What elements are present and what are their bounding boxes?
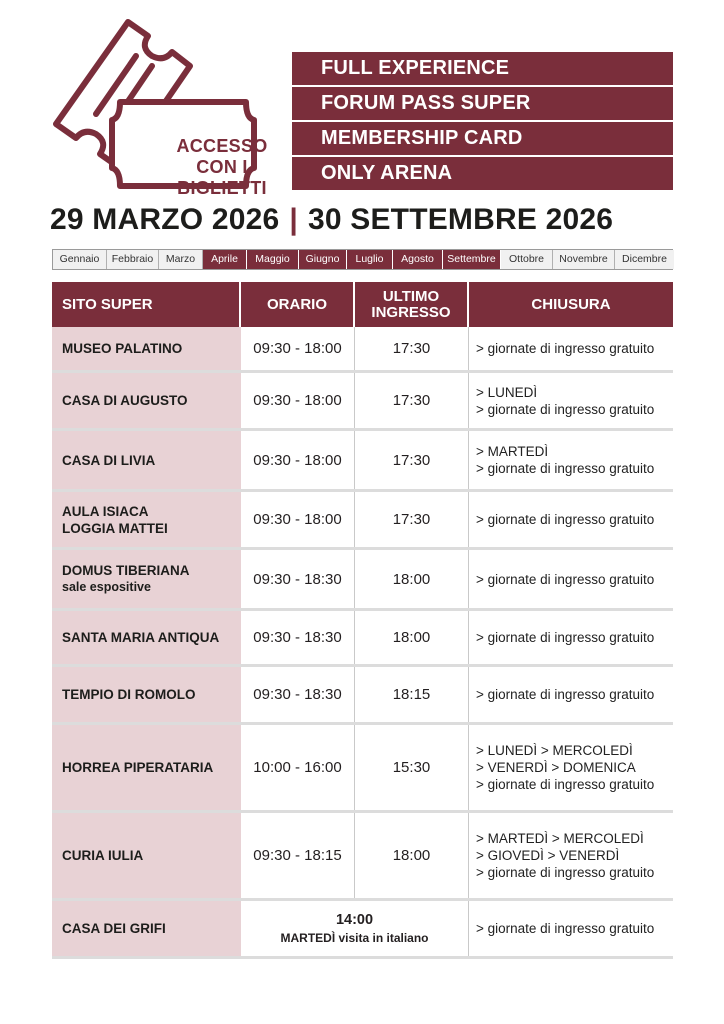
closure-cell (469, 431, 673, 489)
pass-list (292, 52, 673, 192)
date-separator: | (289, 203, 298, 236)
hours-cell (241, 611, 355, 664)
logo-line: BIGLIETTI (177, 178, 267, 198)
site-subtitle: LOGGIA MATTEI (62, 520, 168, 536)
last-entry-cell (355, 327, 469, 370)
closure-line: > giornate di ingresso gratuito (476, 777, 655, 792)
last-entry-cell (355, 550, 469, 608)
opening-hours: 09:30 - 18:30 (253, 629, 342, 646)
closure-line: > GIOVEDÌ > VENERDÌ (476, 848, 620, 863)
site-name: TEMPIO DI ROMOLO (62, 687, 196, 702)
logo-line: CON I (196, 157, 248, 177)
opening-hours: 09:30 - 18:15 (253, 847, 342, 864)
header-last-entry (355, 282, 469, 327)
closure-line: > LUNEDÌ (476, 384, 538, 400)
site-name: HORREA PIPERATARIA (62, 760, 214, 775)
pass-membership-card: MEMBERSHIP CARD (292, 122, 673, 155)
table-row (52, 901, 673, 959)
last-entry-cell (355, 431, 469, 489)
last-entry-cell (355, 611, 469, 664)
table-row (52, 492, 673, 550)
last-entry: 15:30 (392, 759, 431, 776)
last-entry-cell (355, 373, 469, 428)
pass-forum-pass-super: FORUM PASS SUPER (292, 87, 673, 120)
closure-line: > giornate di ingresso gratuito (476, 512, 655, 527)
opening-hours-table (52, 282, 673, 959)
month-aprile: Aprile (203, 250, 247, 269)
opening-hours: 09:30 - 18:00 (253, 511, 342, 528)
closure-cell (469, 611, 673, 664)
site-name-cell (52, 550, 241, 608)
site-name: SANTA MARIA ANTIQUA (62, 630, 220, 645)
hours-cell (241, 492, 355, 547)
closure-line: > giornate di ingresso gratuito (476, 461, 655, 476)
logo-text (162, 136, 282, 199)
month-giugno: Giugno (299, 250, 347, 269)
last-entry-cell (355, 725, 469, 810)
last-entry: 18:00 (392, 570, 431, 588)
site-name: CASA DEI GRIFI (62, 921, 166, 936)
site-name-cell (52, 901, 241, 956)
opening-hours: 09:30 - 18:30 (253, 570, 342, 588)
header-last-entry-line2: INGRESSO (371, 303, 451, 321)
month-luglio: Luglio (347, 250, 393, 269)
closure-cell (469, 813, 673, 898)
last-entry: 17:30 (392, 340, 431, 357)
closure-cell (469, 327, 673, 370)
table-row (52, 611, 673, 667)
validity-dates (50, 200, 680, 240)
hours-cell (241, 327, 355, 370)
last-entry: 17:30 (392, 451, 431, 469)
month-gennaio: Gennaio (53, 250, 107, 269)
month-maggio: Maggio (247, 250, 299, 269)
site-name: CURIA IULIA (62, 848, 144, 863)
site-name: MUSEO PALATINO (62, 341, 183, 356)
logo-line: ACCESSO (176, 136, 268, 156)
visit-time: 14:00 (335, 911, 374, 928)
month-settembre: Settembre (443, 250, 501, 269)
last-entry: 17:30 (392, 392, 431, 409)
visit-time-cell (241, 901, 469, 956)
month-marzo: Marzo (159, 250, 203, 269)
site-subtitle: sale espositive (62, 580, 151, 594)
month-febbraio: Febbraio (107, 250, 159, 269)
closure-line: > giornate di ingresso gratuito (476, 687, 655, 702)
hours-cell (241, 725, 355, 810)
pass-full-experience: FULL EXPERIENCE (292, 52, 673, 85)
header-last-entry-line1: ULTIMO (382, 287, 440, 305)
site-name: CASA DI AUGUSTO (62, 393, 188, 408)
closure-line: > giornate di ingresso gratuito (476, 341, 655, 356)
site-name-cell (52, 725, 241, 810)
site-name: AULA ISIACA (62, 503, 149, 519)
opening-hours: 09:30 - 18:30 (253, 686, 342, 703)
closure-cell (469, 667, 673, 722)
table-header (52, 282, 673, 327)
site-name-cell (52, 431, 241, 489)
table-row (52, 431, 673, 492)
header-hours: ORARIO (241, 282, 355, 327)
last-entry: 18:00 (392, 847, 431, 864)
hours-cell (241, 431, 355, 489)
table-row (52, 550, 673, 611)
hours-cell (241, 813, 355, 898)
opening-hours: 09:30 - 18:00 (253, 392, 342, 409)
closure-line: > giornate di ingresso gratuito (476, 921, 655, 936)
header-site: SITO SUPER (52, 282, 241, 327)
table-body (52, 327, 673, 959)
closure-line: > MARTEDÌ (476, 444, 549, 459)
last-entry-cell (355, 813, 469, 898)
closure-cell (469, 901, 673, 956)
table-row (52, 373, 673, 431)
closure-line: > VENERDÌ > DOMENICA (476, 760, 636, 775)
last-entry: 18:00 (392, 629, 431, 646)
site-name-cell (52, 373, 241, 428)
closure-cell (469, 373, 673, 428)
last-entry-cell (355, 667, 469, 722)
closure-line: > MARTEDÌ > MERCOLEDÌ (476, 831, 644, 846)
month-bar (52, 249, 673, 270)
month-novembre: Novembre (553, 250, 615, 269)
last-entry: 17:30 (392, 511, 431, 528)
last-entry: 18:15 (392, 686, 431, 703)
end-date: 30 SETTEMBRE 2026 (307, 203, 614, 236)
closure-line: > giornate di ingresso gratuito (476, 571, 655, 587)
month-ottobre: Ottobre (501, 250, 553, 269)
closure-line: > giornate di ingresso gratuito (476, 865, 655, 880)
opening-hours: 09:30 - 18:00 (253, 451, 342, 469)
site-name-cell (52, 813, 241, 898)
last-entry-cell (355, 492, 469, 547)
site-name: CASA DI LIVIA (62, 452, 156, 468)
month-dicembre: Dicembre (615, 250, 674, 269)
closure-cell (469, 725, 673, 810)
site-name-cell (52, 327, 241, 370)
hours-cell (241, 550, 355, 608)
pass-only-arena: ONLY ARENA (292, 157, 673, 190)
table-row (52, 725, 673, 813)
site-name-cell (52, 667, 241, 722)
table-row (52, 667, 673, 725)
opening-hours: 09:30 - 18:00 (253, 340, 342, 357)
closure-line: > giornate di ingresso gratuito (476, 401, 655, 417)
header-closure: CHIUSURA (531, 295, 611, 313)
closure-line: > giornate di ingresso gratuito (476, 630, 655, 645)
site-name-cell (52, 492, 241, 547)
visit-note: MARTEDÌ visita in italiano (280, 930, 429, 945)
start-date: 29 MARZO 2026 (50, 203, 280, 236)
table-row (52, 813, 673, 901)
closure-line: > LUNEDÌ > MERCOLEDÌ (476, 743, 633, 758)
closure-cell (469, 550, 673, 608)
hours-cell (241, 373, 355, 428)
tickets-logo (40, 18, 268, 198)
month-agosto: Agosto (393, 250, 443, 269)
opening-hours: 10:00 - 16:00 (253, 759, 342, 776)
closure-cell (469, 492, 673, 547)
site-name: DOMUS TIBERIANA (62, 563, 190, 578)
hours-cell (241, 667, 355, 722)
site-name-cell (52, 611, 241, 664)
table-row (52, 327, 673, 373)
